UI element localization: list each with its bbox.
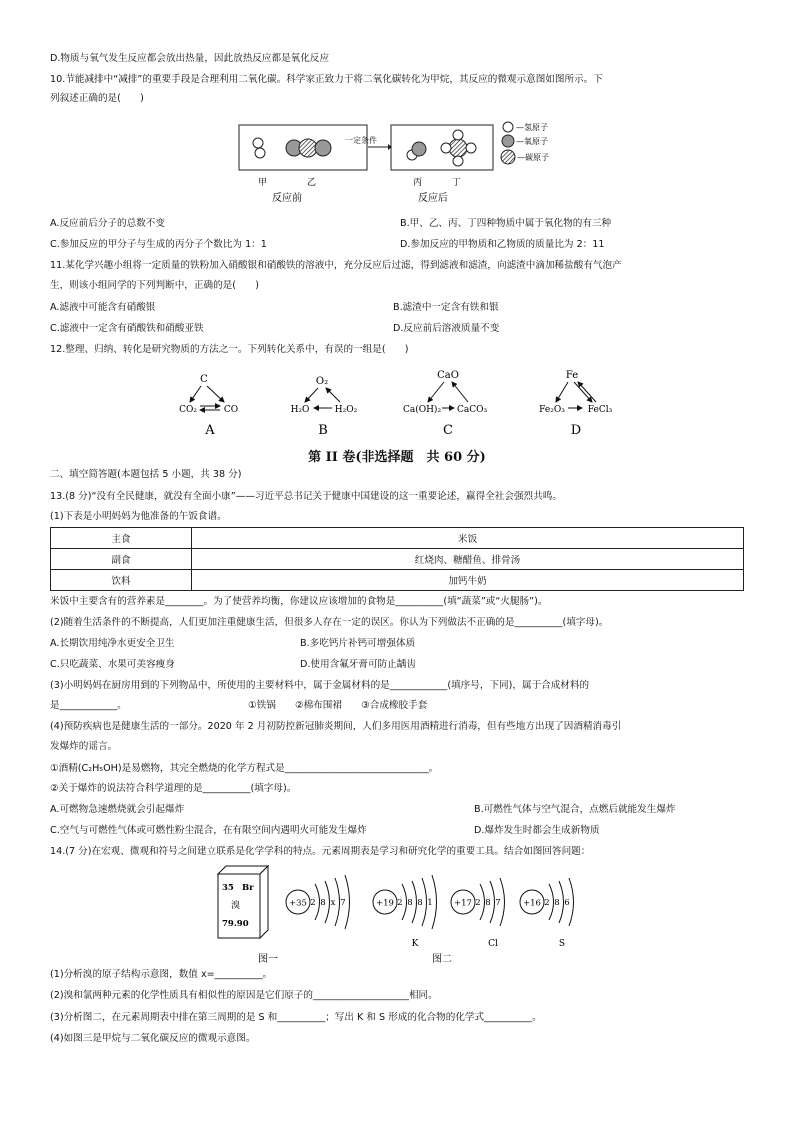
- q13-explosion-a: A.可燃物急速燃烧就会引起爆炸: [50, 804, 185, 815]
- q13-stem: 13.(8 分)“没有全民健康，就没有全面小康”——习近平总书记关于健康中国建设的这一重要论述，赢得全社会强烈共鸣。: [50, 491, 562, 502]
- q13-sub3: (3)小明妈妈在厨房用到的下列物品中，所使用的主要材料中，属于金属材料的是____________(填序号，下同)，属于合成材料的: [50, 680, 590, 691]
- q10-reaction-diagram: [230, 115, 590, 210]
- condition-label: 一定条件: [345, 136, 377, 145]
- lunch-menu-table: [50, 527, 744, 591]
- section2-title: 二、填空简答题(本题包括 5 小题，共 38 分): [50, 469, 242, 480]
- legend-oxygen: —氧原子: [516, 137, 548, 146]
- electron-count: 8: [554, 898, 560, 908]
- atom-element-label: K: [411, 939, 419, 949]
- table-cell: 主食: [51, 528, 192, 549]
- fig1-label: 图一: [258, 954, 278, 965]
- q11-stem-line1: 11.某化学兴趣小组将一定质量的铁粉加入硝酸银和硝酸铁的溶液中，充分反应后过滤，得到滤液和滤渣，向滤渣中滴加稀盐酸有气泡产: [50, 260, 622, 271]
- d-left: Fe₂O₃: [539, 405, 565, 415]
- electron-count: 8: [485, 898, 491, 908]
- atom-nucleus-charge: +19: [376, 898, 394, 909]
- table-row: [51, 570, 744, 591]
- a-right: CO: [223, 405, 239, 415]
- q13-line-a: 米饭中主要含有的营养素是________。为了使营养均衡，你建议应该增加的食物是__________(填“蔬菜”或“火腿肠”)。: [50, 596, 548, 607]
- c-letter: C: [443, 423, 453, 438]
- table-cell: 红烧肉、糖醋鱼、排骨汤: [192, 549, 744, 570]
- q11-option-b: B.滤渣中一定含有铁和银: [393, 302, 499, 313]
- electron-count: 2: [397, 898, 403, 908]
- q14-s2: (2)溴和氯两种元素的化学性质具有相似性的原因是它们原子的____________________相同。: [50, 990, 438, 1001]
- a-top: C: [200, 374, 208, 385]
- diagram-c: [403, 370, 488, 438]
- electron-count: 8: [320, 898, 326, 908]
- d-right: FeCl₃: [587, 405, 613, 415]
- d-top: Fe: [565, 370, 579, 381]
- q14-stem: 14.(7 分)在宏观、微观和符号之间建立联系是化学学科的特点。元素周期表是学习和研究化学的重要工具。结合如图回答问题：: [50, 846, 591, 857]
- label-yi: 乙: [307, 178, 317, 188]
- d-letter: D: [570, 423, 582, 438]
- diagram-a: [179, 374, 238, 438]
- part2-title: 第 II 卷(非选择题 共 60 分): [308, 450, 486, 465]
- q9-option-d: D.物质与氧气发生反应都会放出热量，因此放热反应都是氧化反应: [50, 53, 330, 64]
- q13-sub3b: 是____________。: [50, 700, 127, 711]
- q13-items: ①铁锅 ②棉布围裙 ③合成橡胶手套: [248, 700, 428, 711]
- cell-name: 溴: [231, 901, 241, 911]
- electron-count: 6: [564, 898, 570, 908]
- cell-symbol: Br: [242, 883, 254, 893]
- q11-option-c: C.滤液中一定含有硝酸铁和硝酸亚铁: [50, 323, 204, 334]
- atom-nucleus-charge: +17: [454, 898, 472, 909]
- q14-s4: (4)如图三是甲烷与二氧化碳反应的微观示意图。: [50, 1033, 256, 1044]
- b-right: H₂O₂: [334, 405, 358, 415]
- q13-explosion-c: C.空气与可燃性气体或可燃性粉尘混合，在有限空间内遇明火可能发生爆炸: [50, 825, 367, 836]
- q10-stem-line2: 列叙述正确的是( ): [50, 93, 144, 104]
- q13-q2: ②关于爆炸的说法符合科学道理的是__________(填字母)。: [50, 783, 297, 794]
- electron-shell-arc: [335, 878, 340, 926]
- c-right: CaCO₃: [456, 405, 488, 415]
- q13-option-a: A.长期饮用纯净水更安全卫生: [50, 638, 175, 649]
- electron-count: 8: [417, 898, 423, 908]
- atom-nucleus-charge: +16: [523, 898, 541, 909]
- label-before: 反应前: [272, 193, 302, 204]
- q10-option-a: A.反应前后分子的总数不变: [50, 218, 165, 229]
- q12-stem: 12.整理、归纳、转化是研究物质的方法之一。下列转化关系中，有误的一组是( ): [50, 344, 409, 355]
- q13-explosion-b: B.可燃性气体与空气混合，点燃后就能发生爆炸: [474, 804, 676, 815]
- q11-option-a: A.滤液中可能含有硝酸银: [50, 302, 156, 313]
- q12-conversion-diagrams: [160, 364, 640, 439]
- q11-option-d: D.反应前后溶液质量不变: [393, 323, 500, 334]
- table-row: [51, 528, 744, 549]
- b-top: O₂: [315, 376, 329, 387]
- q14-s3: (3)分析图二，在元素周期表中排在第三周期的是 S 和__________；写出 K 和 S 形成的化合物的化学式__________。: [50, 1012, 542, 1023]
- electron-count: 2: [544, 898, 550, 908]
- label-after: 反应后: [418, 193, 448, 204]
- electron-count: 2: [475, 898, 481, 908]
- atom-element-label: S: [558, 939, 566, 949]
- electron-count: 7: [340, 898, 346, 908]
- q10-option-c: C.参加反应的甲分子与生成的丙分子个数比为 1：1: [50, 239, 267, 250]
- atom-element-label: Cl: [488, 939, 498, 949]
- q13-option-d: D.使用含氟牙膏可防止龋齿: [300, 659, 416, 670]
- cell-mass: 79.90: [222, 919, 249, 929]
- cell-number: 35: [222, 883, 234, 893]
- c-left: Ca(OH)₂: [402, 405, 442, 415]
- atom-structure: [520, 878, 574, 949]
- electron-count: 1: [427, 898, 433, 908]
- atom-structure: [286, 875, 350, 929]
- q13-sub2: (2)随着生活条件的不断提高，人们更加注重健康生活，但很多人存在一定的误区。你认为下列做法不正确的是__________(填字母)。: [50, 617, 609, 628]
- table-row: [51, 549, 744, 570]
- diagram-b: [291, 376, 358, 438]
- legend-hydrogen: —氢原子: [516, 123, 548, 132]
- q13-explosion-d: D.爆炸发生时都会生成新物质: [474, 825, 600, 836]
- legend-carbon: —碳原子: [517, 153, 549, 162]
- q10-option-b: B.甲、乙、丙、丁四种物质中属于氧化物的有三种: [400, 218, 612, 229]
- diagram-d: [539, 370, 612, 438]
- q14-s1: (1)分析溴的原子结构示意图，数值 x=__________。: [50, 969, 273, 980]
- q13-option-b: B.多吃钙片补钙可增强体质: [300, 638, 416, 649]
- q10-option-d: D.参加反应的甲物质和乙物质的质量比为 2：11: [400, 239, 605, 250]
- atom-nucleus-charge: +35: [289, 898, 307, 909]
- electron-count: 7: [495, 898, 501, 908]
- c-top: CaO: [437, 370, 459, 381]
- q13-q1: ①酒精(C₂H₅OH)是易燃物，其完全燃烧的化学方程式是______________________________。: [50, 763, 439, 774]
- q11-stem-line2: 生，则该小组同学的下列判断中，正确的是( ): [50, 280, 259, 291]
- table-cell: 饮料: [51, 570, 192, 591]
- fig2-label: 图二: [432, 954, 452, 965]
- q13-option-c: C.只吃蔬菜、水果可美容瘦身: [50, 659, 175, 670]
- atom-structure: [451, 878, 505, 949]
- table-cell: 加钙牛奶: [192, 570, 744, 591]
- periodic-table-cell: [218, 866, 268, 938]
- label-jia: 甲: [258, 178, 268, 188]
- q10-stem-line1: 10.节能减排中“减排”的重要手段是合理利用二氧化碳。科学家正致力于将二氧化碳转化为甲烷，其反应的微观示意图如图所示。下: [50, 74, 603, 85]
- electron-count: x: [330, 898, 336, 908]
- q13-sub1: (1)下表是小明妈妈为他准备的午饭食谱。: [50, 511, 227, 522]
- atom-structure: [373, 875, 437, 949]
- a-letter: A: [205, 423, 215, 438]
- b-letter: B: [318, 423, 328, 438]
- table-cell: 米饭: [192, 528, 744, 549]
- electron-count: 8: [407, 898, 413, 908]
- electron-count: 2: [310, 898, 316, 908]
- a-left: CO₂: [179, 405, 197, 415]
- q13-sub4b: 发爆炸的谣言。: [50, 741, 118, 752]
- label-bing: 丙: [413, 178, 423, 188]
- q14-figures: [210, 862, 610, 970]
- label-ding: 丁: [452, 178, 462, 188]
- table-cell: 副食: [51, 549, 192, 570]
- b-left: H₂O: [290, 405, 310, 415]
- q13-sub4: (4)预防疾病也是健康生活的一部分。2020 年 2 月初防控新冠肺炎期间，人们多用医用酒精进行消毒，但有些地方出现了因酒精消毒引: [50, 721, 622, 732]
